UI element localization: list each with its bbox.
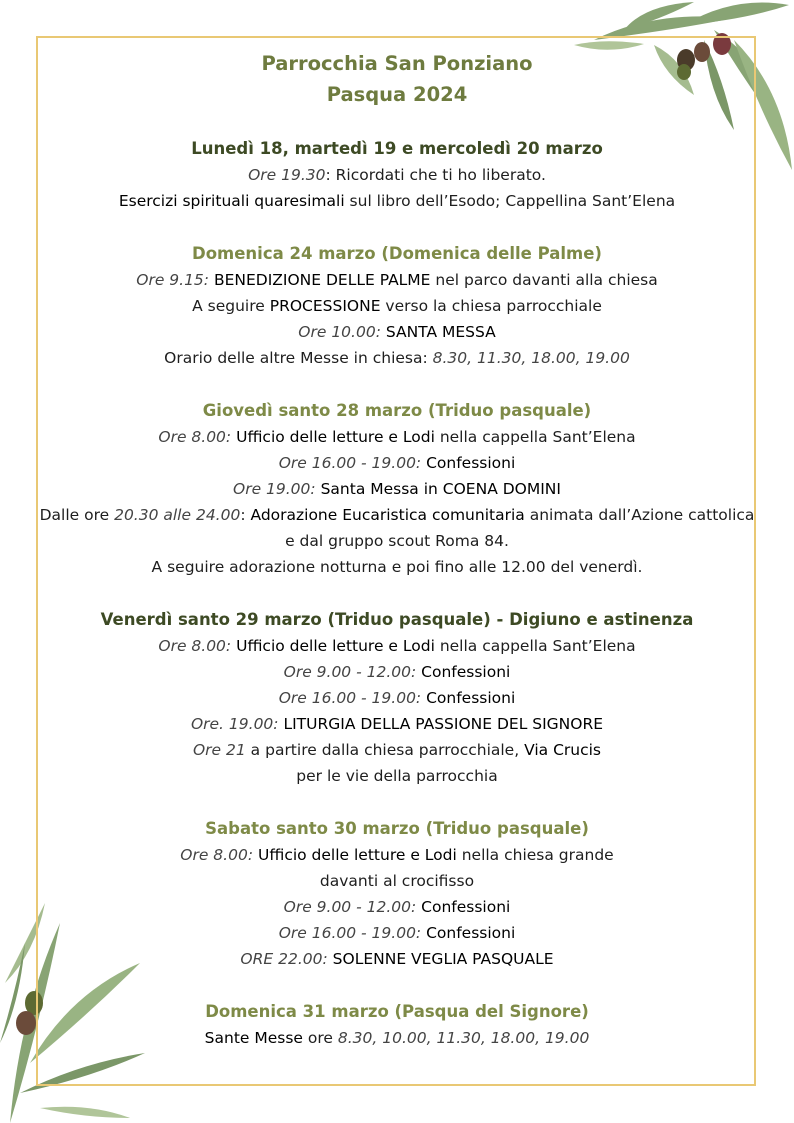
section-lenten-retreat: [36, 136, 758, 214]
event-name: Confessioni: [426, 689, 516, 707]
schedule-line: [36, 450, 758, 476]
schedule-line: [36, 345, 758, 371]
text-fragment: : Ricordati che ti ho liberato.: [325, 166, 546, 184]
time-text: Ore 10.00:: [298, 323, 381, 341]
text-fragment: per le vie della parrocchia: [296, 767, 498, 785]
time-text: Ore 16.00 - 19.00:: [278, 689, 422, 707]
event-title: Pasqua 2024: [326, 83, 468, 106]
text-fragment: sul libro dell’Esodo; Cappellina Sant’Elena: [344, 192, 676, 210]
event-name: SOLENNE VEGLIA PASQUALE: [332, 950, 554, 968]
schedule-line: [36, 685, 758, 711]
section-heading: Giovedì santo 28 marzo (Triduo pasquale): [202, 401, 592, 420]
text-fragment: nel parco davanti alla chiesa: [430, 271, 658, 289]
event-name: Confessioni: [426, 454, 516, 472]
schedule-line: [36, 946, 758, 972]
event-name: Via Crucis: [524, 741, 601, 759]
time-text: Ore 16.00 - 19.00:: [278, 454, 422, 472]
schedule-line: [36, 162, 758, 188]
event-name: Ufficio delle letture e Lodi: [236, 637, 435, 655]
text-fragment: :: [240, 506, 251, 524]
section-palm-sunday: [36, 241, 758, 371]
event-name: Ufficio delle letture e Lodi: [257, 846, 457, 864]
time-text: Ore. 19.00:: [190, 715, 279, 733]
event-name: PROCESSIONE: [269, 297, 381, 315]
event-name: Confessioni: [426, 924, 516, 942]
time-text: Ore 9.15:: [136, 271, 210, 289]
schedule-line: [36, 633, 758, 659]
text-fragment: davanti al crocifisso: [319, 872, 475, 890]
event-name: Ufficio delle letture e Lodi: [236, 428, 435, 446]
time-text: Ore 19.30: [248, 166, 326, 184]
schedule-line: [36, 737, 758, 763]
event-name: Santa Messa in COENA DOMINI: [320, 480, 561, 498]
text-fragment: Dalle ore: [39, 506, 115, 524]
event-name: SANTA MESSA: [385, 323, 496, 341]
text-fragment: nella cappella Sant’Elena: [434, 637, 636, 655]
text-fragment: ore: [302, 1029, 338, 1047]
section-holy-saturday: [36, 816, 758, 972]
time-text: 8.30, 10.00, 11.30, 18.00, 19.00: [337, 1029, 590, 1047]
schedule-line: [36, 763, 758, 789]
section-heading: Sabato santo 30 marzo (Triduo pasquale): [205, 819, 589, 838]
schedule-line: [36, 188, 758, 214]
time-text: Ore 19.00:: [233, 480, 316, 498]
schedule-line: [36, 894, 758, 920]
section-heading: Domenica 31 marzo (Pasqua del Signore): [205, 1002, 589, 1021]
event-name: LITURGIA DELLA PASSIONE DEL SIGNORE: [283, 715, 604, 733]
time-text: 20.30 alle 24.00: [114, 506, 241, 524]
text-fragment: Orario delle altre Messe in chiesa:: [164, 349, 433, 367]
time-text: Ore 9.00 - 12.00:: [283, 663, 417, 681]
section-heading: Domenica 24 marzo (Domenica delle Palme): [192, 244, 602, 263]
event-name: Sante Messe: [204, 1029, 303, 1047]
time-text: Ore 8.00:: [158, 428, 232, 446]
schedule-line: [36, 868, 758, 894]
time-text: Ore 16.00 - 19.00:: [278, 924, 422, 942]
section-heading: Lunedì 18, martedì 19 e mercoledì 20 marzo: [191, 139, 603, 158]
schedule-line: [36, 842, 758, 868]
section-easter-sunday: [36, 999, 758, 1051]
text-fragment: a partire dalla chiesa parrocchiale,: [245, 741, 525, 759]
schedule-line: [36, 1025, 758, 1051]
event-name: Esercizi spirituali quaresimali: [118, 192, 345, 210]
event-name: BENEDIZIONE DELLE PALME: [213, 271, 431, 289]
time-text: ORE 22.00:: [240, 950, 328, 968]
section-good-friday: [36, 607, 758, 789]
schedule-line: [36, 476, 758, 502]
section-holy-thursday: [36, 398, 758, 580]
time-text: Ore 21: [192, 741, 246, 759]
time-text: Ore 9.00 - 12.00:: [283, 898, 417, 916]
schedule-line: [36, 293, 758, 319]
program-content: [36, 48, 758, 1051]
time-text: 8.30, 11.30, 18.00, 19.00: [432, 349, 630, 367]
section-heading: Venerdì santo 29 marzo (Triduo pasquale) - Digiuno e astinenza: [100, 610, 694, 629]
time-text: Ore 8.00:: [180, 846, 254, 864]
text-fragment: A seguire adorazione notturna e poi fino alle 12.00 del venerdì.: [151, 558, 643, 576]
event-name: Adorazione Eucaristica comunitaria: [250, 506, 525, 524]
schedule-line: [36, 424, 758, 450]
text-fragment: verso la chiesa parrocchiale: [380, 297, 602, 315]
text-fragment: A seguire: [192, 297, 270, 315]
schedule-line: [36, 502, 758, 554]
schedule-line: [36, 554, 758, 580]
schedule-line: [36, 267, 758, 293]
schedule-line: [36, 319, 758, 345]
text-fragment: nella cappella Sant’Elena: [434, 428, 636, 446]
schedule-line: [36, 920, 758, 946]
schedule-line: [36, 659, 758, 685]
text-fragment: animata dall’Azione cattolica e dal gruppo scout Roma 84.: [285, 506, 755, 550]
schedule-line: [36, 711, 758, 737]
text-fragment: nella chiesa grande: [456, 846, 614, 864]
event-name: Confessioni: [421, 663, 511, 681]
parish-name: Parrocchia San Ponziano: [261, 52, 533, 75]
page-title: [36, 48, 758, 110]
event-name: Confessioni: [421, 898, 511, 916]
time-text: Ore 8.00:: [158, 637, 232, 655]
